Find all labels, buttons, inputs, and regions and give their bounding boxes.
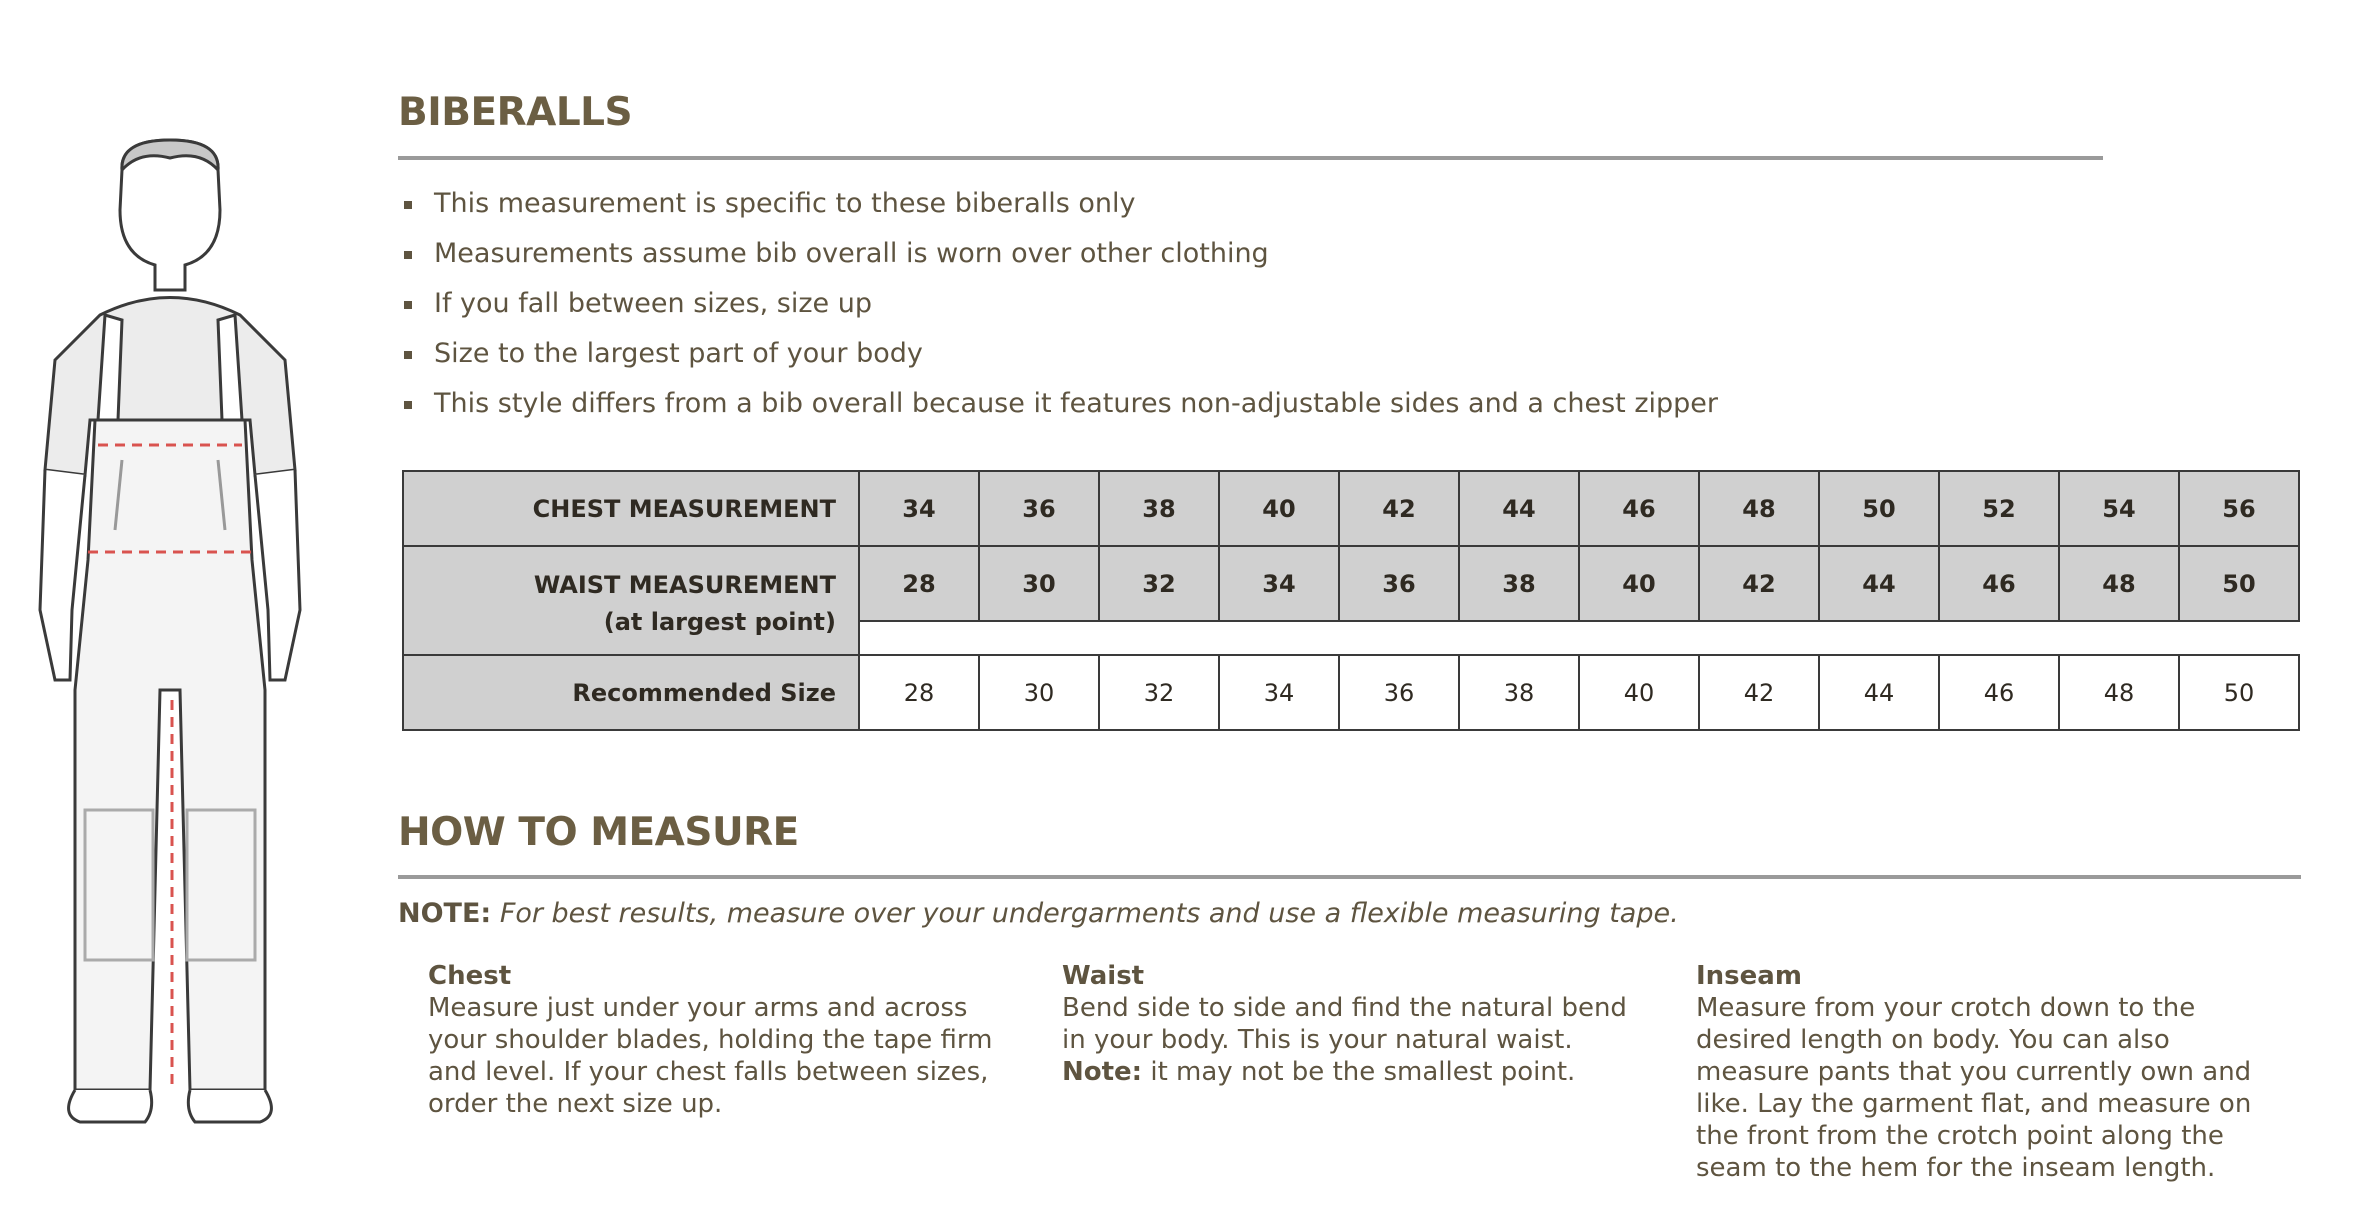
waist-heading: Waist: [1062, 961, 1145, 991]
how-to-measure-heading: HOW TO MEASURE: [398, 810, 799, 855]
size-cell: 28: [859, 655, 979, 730]
waist-note-label: Note:: [1062, 1057, 1143, 1087]
note-text: For best results, measure over your undergarments and use a flexible measuring tape.: [499, 898, 1679, 929]
list-item: Measurements assume bib overall is worn over other clothing: [404, 232, 1718, 282]
chest-row: [403, 471, 2299, 546]
chest-cell: 38: [1099, 471, 1219, 546]
size-cell: 38: [1459, 655, 1579, 730]
size-cell: 50: [2179, 655, 2299, 730]
page-title: BIBERALLS: [398, 90, 633, 135]
list-item: Size to the largest part of your body: [404, 332, 1718, 382]
size-cell: 44: [1819, 655, 1939, 730]
recommended-size-row: [403, 655, 2299, 730]
waist-cell: 32: [1099, 546, 1219, 621]
size-cell: 36: [1339, 655, 1459, 730]
waist-paragraph: [1062, 992, 1652, 1088]
waist-cell: 46: [1939, 546, 2059, 621]
chest-cell: 56: [2179, 471, 2299, 546]
waist-text: Bend side to side and find the natural bend in your body. This is your natural waist.: [1062, 993, 1627, 1055]
waist-cell: 30: [979, 546, 1099, 621]
waist-cell: 36: [1339, 546, 1459, 621]
waist-note-text: it may not be the smallest point.: [1150, 1057, 1576, 1087]
sizing-notes-list: [404, 182, 1718, 432]
chest-cell: 40: [1219, 471, 1339, 546]
inseam-heading: Inseam: [1696, 961, 1802, 991]
size-cell: 46: [1939, 655, 2059, 730]
size-cell: 42: [1699, 655, 1819, 730]
chest-cell: 34: [859, 471, 979, 546]
measuring-note: [398, 895, 1679, 933]
size-cell: 48: [2059, 655, 2179, 730]
chest-label: CHEST MEASUREMENT: [403, 471, 859, 546]
size-cell: 40: [1579, 655, 1699, 730]
inseam-text: Measure from your crotch down to the desired length on body. You can also measure pants that you currently own and like. Lay the garment flat, and measure on the front from the crotch point along the seam to the hem for the inseam length.: [1696, 993, 2252, 1183]
bib-overall-figure-illustration: [20, 130, 330, 1140]
waist-label-text: WAIST MEASUREMENT: [533, 571, 836, 599]
waist-cell: 40: [1579, 546, 1699, 621]
size-chart-table: [402, 470, 2300, 731]
chest-instructions: [428, 960, 1018, 1120]
chest-cell: 42: [1339, 471, 1459, 546]
chest-text: Measure just under your arms and across your shoulder blades, holding the tape firm and level. If your chest falls between sizes, order the next size up.: [428, 993, 993, 1119]
size-cell: 32: [1099, 655, 1219, 730]
title-divider: [398, 156, 2103, 160]
waist-label: [403, 546, 859, 655]
waist-cell: 50: [2179, 546, 2299, 621]
recommended-size-label: Recommended Size: [403, 655, 859, 730]
list-item: If you fall between sizes, size up: [404, 282, 1718, 332]
waist-row: [403, 546, 2299, 621]
chest-cell: 36: [979, 471, 1099, 546]
chest-cell: 48: [1699, 471, 1819, 546]
note-label: NOTE:: [398, 898, 492, 929]
chest-cell: 46: [1579, 471, 1699, 546]
waist-cell: 38: [1459, 546, 1579, 621]
chest-cell: 44: [1459, 471, 1579, 546]
how-to-divider: [398, 875, 2301, 879]
list-item: This measurement is specific to these biberalls only: [404, 182, 1718, 232]
waist-cell: 42: [1699, 546, 1819, 621]
size-cell: 30: [979, 655, 1099, 730]
chest-cell: 54: [2059, 471, 2179, 546]
inseam-instructions: [1696, 960, 2286, 1184]
waist-cell: 34: [1219, 546, 1339, 621]
table-spacer: [859, 621, 2299, 655]
waist-cell: 48: [2059, 546, 2179, 621]
waist-cell: 44: [1819, 546, 1939, 621]
waist-sublabel: (at largest point): [603, 608, 836, 636]
chest-cell: 52: [1939, 471, 2059, 546]
waist-cell: 28: [859, 546, 979, 621]
chest-cell: 50: [1819, 471, 1939, 546]
size-cell: 34: [1219, 655, 1339, 730]
chest-heading: Chest: [428, 961, 512, 991]
waist-instructions: [1062, 960, 1652, 1088]
list-item: This style differs from a bib overall because it features non-adjustable sides and a chest zipper: [404, 382, 1718, 432]
